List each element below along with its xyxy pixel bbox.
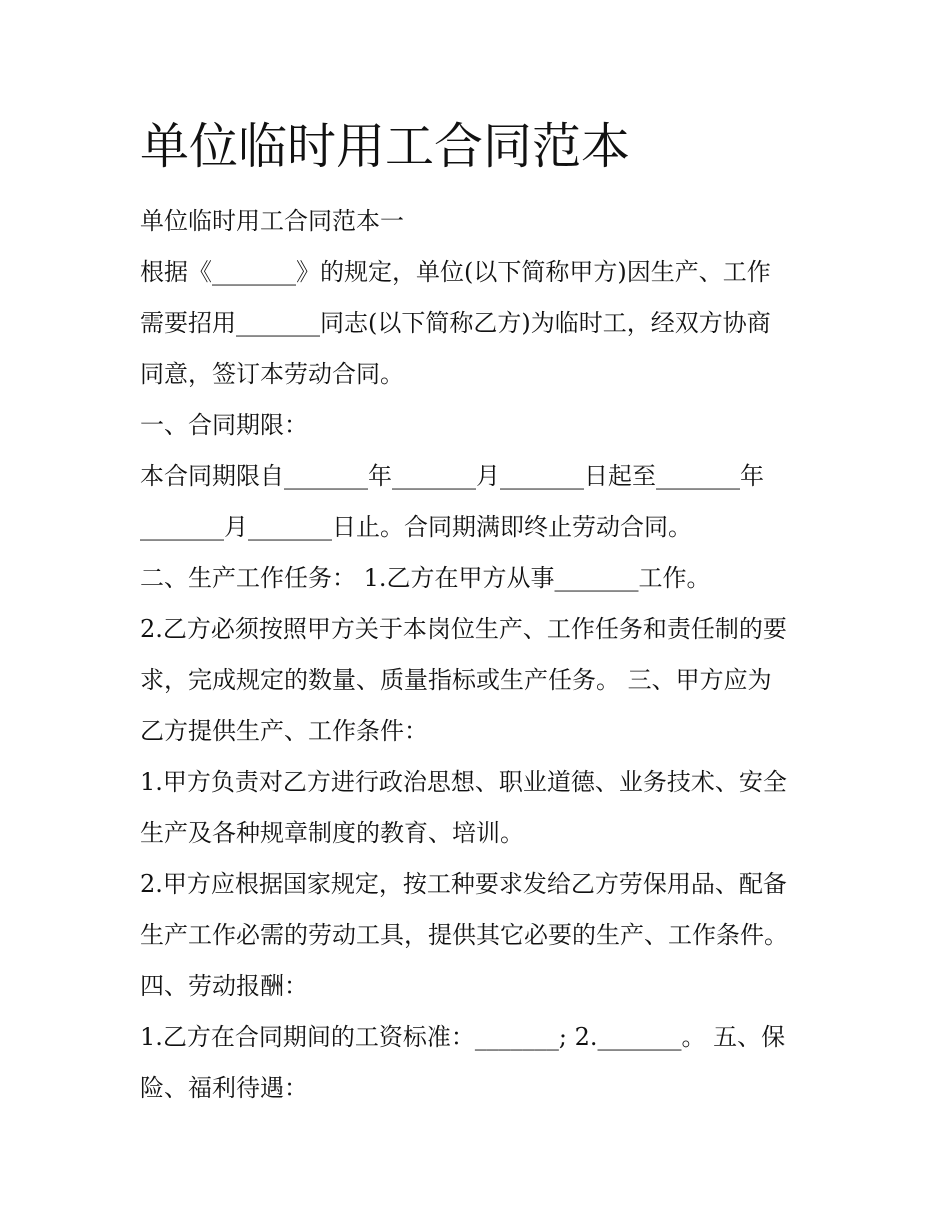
- section-heading: 四、劳动报酬：: [140, 972, 308, 1000]
- section-heading: 一、合同期限：: [140, 411, 308, 439]
- text-line: 求，完成规定的数量、质量指标或生产任务。 三、甲方应为: [140, 666, 772, 694]
- text-line: 同意，签订本劳动合同。: [140, 360, 404, 388]
- text-line: 1.乙方在合同期间的工资标准：_______; 2._______。 五、保: [140, 1023, 786, 1051]
- text-line: 单位临时用工合同范本一: [140, 207, 404, 235]
- text-line: _______月_______日止。合同期满即终止劳动合同。: [140, 513, 692, 541]
- text-line: 根据《_______》的规定，单位(以下简称甲方)因生产、工作: [140, 258, 771, 286]
- document-title: 单位临时用工合同范本: [140, 118, 631, 175]
- text-line: 乙方提供生产、工作条件：: [140, 717, 428, 745]
- document-body: [140, 196, 820, 1114]
- text-line: 生产及各种规章制度的教育、培训。: [140, 819, 524, 847]
- text-line: 1.甲方负责对乙方进行政治思想、职业道德、业务技术、安全: [140, 768, 787, 796]
- text-line: 本合同期限自_______年_______月_______日起至_______年: [140, 462, 764, 490]
- text-line: 生产工作必需的劳动工具，提供其它必要的生产、工作条件。: [140, 921, 788, 949]
- text-line: 险、福利待遇：: [140, 1074, 308, 1102]
- text-line: 需要招用_______同志(以下简称乙方)为临时工，经双方协商: [140, 309, 771, 337]
- section-heading: 二、生产工作任务： 1.乙方在甲方从事_______工作。: [140, 564, 711, 592]
- text-line: 2.乙方必须按照甲方关于本岗位生产、工作任务和责任制的要: [140, 615, 787, 643]
- text-line: 2.甲方应根据国家规定，按工种要求发给乙方劳保用品、配备: [140, 870, 787, 898]
